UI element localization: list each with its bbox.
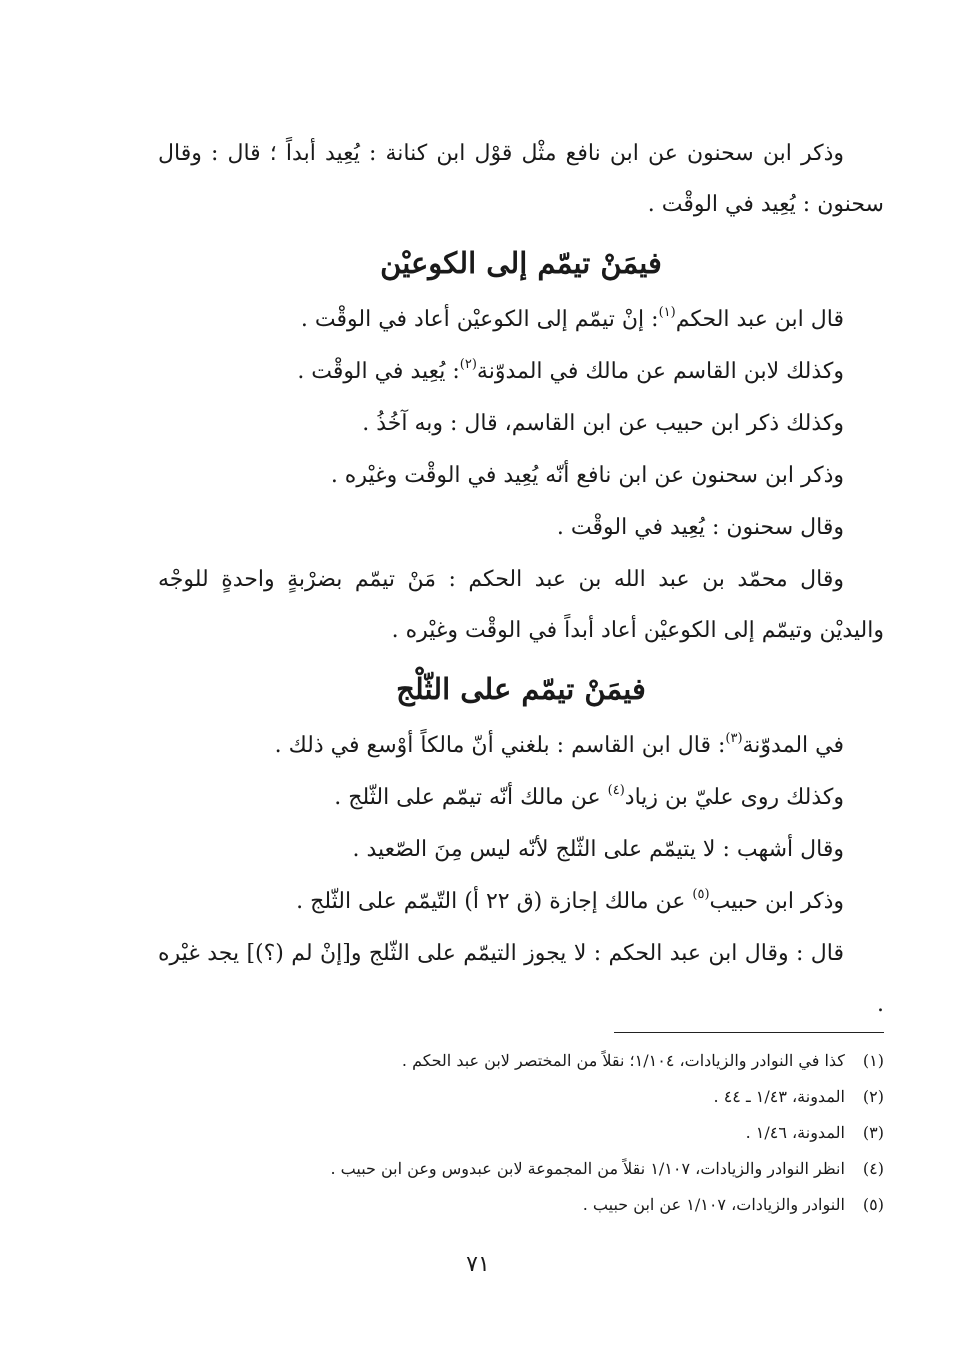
footnote-number: (٥) bbox=[862, 1195, 884, 1214]
text-line: وقال أشهب : لا يتيمّم على الثّلج لأنّه ليس مِنَ الصّعيد . bbox=[352, 837, 844, 862]
footnote-5 bbox=[184, 1187, 884, 1223]
text-line: وكذلك ذكر ابن حبيب عن ابن القاسم، قال : وبه آخُذُ . bbox=[362, 411, 844, 436]
footnote-text: المدونة، ١/٤٣ ـ ٤٤ . bbox=[713, 1087, 845, 1106]
footnote-text: النوادر والزيادات، ١/١٠٧ عن ابن حبيب . bbox=[582, 1195, 845, 1214]
footnote-number: (٢) bbox=[862, 1087, 884, 1106]
closing-paragraph-2: قال : وقال ابن عبد الحكم : لا يجوز التيمّم على الثّلج و[إنْ لم (؟)] يجد غيْره . bbox=[158, 941, 884, 1017]
footnote-number: (١) bbox=[862, 1051, 884, 1070]
footnotes bbox=[184, 1043, 884, 1223]
footnote-ref-3[interactable]: (٣) bbox=[725, 731, 743, 746]
footnote-ref-5[interactable]: (٥) bbox=[692, 887, 710, 902]
footnote-number: (٤) bbox=[862, 1159, 884, 1178]
text-line: وكذلك روى عليّ بن زياد$^{(٤)}$ عن مالك أنّه تيمّم على الثّلج . bbox=[334, 783, 844, 810]
footnote-ref-1[interactable]: (١) bbox=[658, 305, 676, 320]
page-number: ٧١ bbox=[466, 1252, 490, 1277]
opening-paragraph: وذكر ابن سحنون عن ابن نافع مثْل قوْل ابن كنانة : يُعِيد أبداً ؛ قال : وقال سحنون : يُعِيد في الوقْت . bbox=[158, 141, 884, 217]
page-body bbox=[158, 128, 884, 1030]
footnote-ref-4[interactable]: (٤) bbox=[607, 783, 625, 798]
footnote-text: كذا في النوادر والزيادات، ١/١٠٤؛ نقلاً من المختصر لابن عبد الحكم . bbox=[401, 1051, 845, 1070]
text-line: وكذلك لابن القاسم عن مالك في المدوّنة$^{(٢)}$: يُعِيد في الوقْت . bbox=[297, 357, 844, 384]
text-line: في المدوّنة$^{(٣)}$: قال ابن القاسم : بلغني أنّ مالكاً أوْسع في ذلك . bbox=[274, 731, 844, 758]
text-line: وقال سحنون : يُعِيد في الوقْت . bbox=[556, 515, 844, 540]
footnote-ref-2[interactable]: (٢) bbox=[459, 357, 477, 372]
footnote-number: (٣) bbox=[862, 1123, 884, 1142]
text-line: وذكر ابن سحنون عن ابن نافع أنّه يُعِيد في الوقْت وغيْره . bbox=[330, 463, 844, 488]
footnote-text: المدونة، ١/٤٦ . bbox=[745, 1123, 845, 1142]
text-line: وذكر ابن حبيب$^{(٥)}$ عن مالك إجازة (ق ٢٢ أ) التّيمّم على الثّلج . bbox=[296, 887, 844, 914]
footnote-3 bbox=[184, 1115, 884, 1151]
section-heading-thalj: فيمَنْ تيمّم على الثّلْج bbox=[396, 672, 646, 706]
text-line: قال ابن عبد الحكم$^{(١)}$: إنْ تيمّم إلى الكوعيْن أعاد في الوقْت . bbox=[300, 305, 844, 332]
footnote-4 bbox=[184, 1151, 884, 1187]
closing-paragraph-1: وقال محمّد بن عبد الله بن عبد الحكم : مَنْ تيمّم بضرْبةٍ واحدةٍ للوجْه واليديْن وتيمّم إلى الكوعيْن أعاد أبداً في الوقْت وغيْره . bbox=[158, 567, 884, 643]
footnote-text: انظر النوادر والزيادات، ١/١٠٧ نقلاً من المجموعة لابن عبدوس وعن ابن حبيب . bbox=[330, 1159, 845, 1178]
section-heading-kooayn: فيمَنْ تيمّم إلى الكوعيْن bbox=[380, 246, 662, 280]
footnote-separator bbox=[614, 1032, 884, 1033]
footnote-1 bbox=[184, 1043, 884, 1079]
footnote-2 bbox=[184, 1079, 884, 1115]
